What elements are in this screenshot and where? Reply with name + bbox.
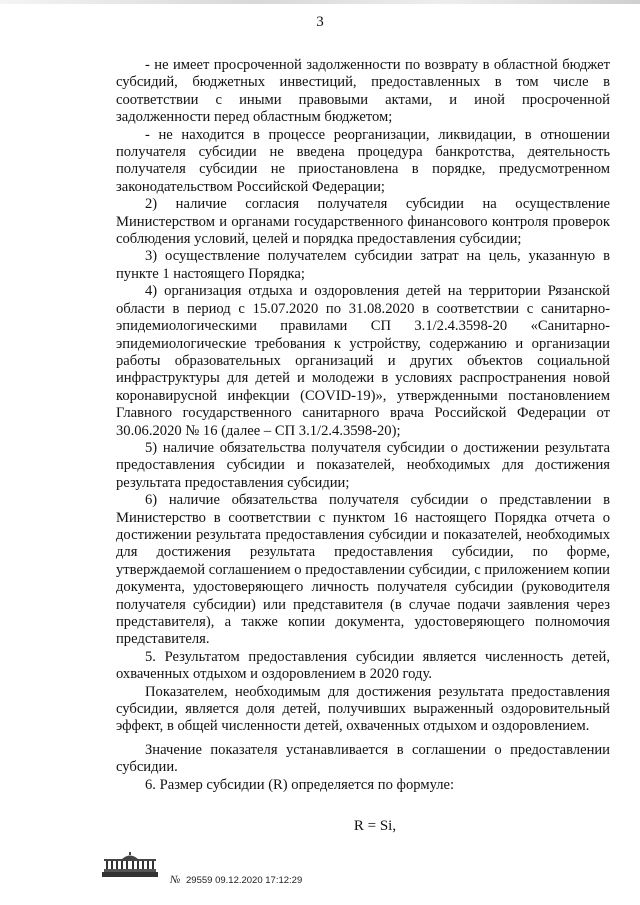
document-body <box>116 57 610 794</box>
scan-edge <box>0 0 640 4</box>
document-timestamp: 09.12.2020 17:12:29 <box>215 875 303 886</box>
government-building-emblem-icon <box>100 852 160 878</box>
paragraph: 4) организация отдыха и оздоровления детей на территории Рязанской области в период с 15.07.2020 по 31.08.2020 в соответствии с санитарно-эпидемиологическими правилами СП 3.1/2.4.3598-20 «Санитарно-эпидемиологические требования к устройству, содержанию и организации работы образовательных организаций и других объектов социальной инфраструктуры для детей и молодежи в условиях распространения новой коронавирусной инфекции (COVID-19)», утвержденными постановлением Главного государственного санитарного врача Российской Федерации от 30.06.2020 № 16 (далее – СП 3.1/2.4.3598-20); <box>116 283 610 439</box>
page-number: 3 <box>316 14 324 30</box>
document-footer <box>100 852 400 892</box>
document-id: 29559 <box>186 875 213 886</box>
paragraph: 6) наличие обязательства получателя субсидии о представлении в Министерство в соответствии с пунктом 16 настоящего Порядка отчета о достижении результата предоставления субсидии и показателей, необходимых для достижения результата предоставления субсидии, по форме, утверждаемой соглашением о предоставлении субсидии, с приложением копии документа, удостоверяющего личность получателя субсидии (руководителя получателя субсидии) или представителя (в случае подачи заявления через представителя), а также копии документа, удостоверяющего полномочия представителя. <box>116 492 610 648</box>
formula: R = Si, <box>353 818 397 834</box>
paragraph: 3) осуществление получателем субсидии затрат на цель, указанную в пункте 1 настоящего Порядка; <box>116 248 610 282</box>
paragraph: Значение показателя устанавливается в соглашении о предоставлении субсидии. <box>116 741 610 776</box>
paragraph: 6. Размер субсидии (R) определяется по формуле: <box>145 776 455 793</box>
paragraph: - не находится в процессе реорганизации, ликвидации, в отношении получателя субсидии не введена процедура банкротства, деятельность получателя субсидии не приостановлена в порядке, предусмотренном законодательством Российской Федерации; <box>116 126 610 195</box>
paragraph: 5) наличие обязательства получателя субсидии о достижении результата предоставления субсидии и показателей, необходимых для достижения результата предоставления субсидии; <box>116 439 610 491</box>
paragraph: - не имеет просроченной задолженности по возврату в областной бюджет субсидий, бюджетных инвестиций, предоставленных в том числе в соответствии с иными правовыми актами, и иной просроченной задолженности перед областным бюджетом; <box>116 57 610 126</box>
paragraph: Показателем, необходимым для достижения результата предоставления субсидии, является доля детей, получивших выраженный оздоровительный эффект, в общей численности детей, охваченных отдыхом и оздоровлением. <box>116 683 610 735</box>
paragraph: 2) наличие согласия получателя субсидии на осуществление Министерством и органами государственного финансового контроля проверок соблюдения условий, целей и порядка предоставления субсидии; <box>116 196 610 248</box>
paragraph: 5. Результатом предоставления субсидии является численность детей, охваченных отдыхом и оздоровлением в 2020 году. <box>116 648 610 683</box>
document-stamp <box>170 874 302 886</box>
number-mark: № <box>170 874 181 886</box>
